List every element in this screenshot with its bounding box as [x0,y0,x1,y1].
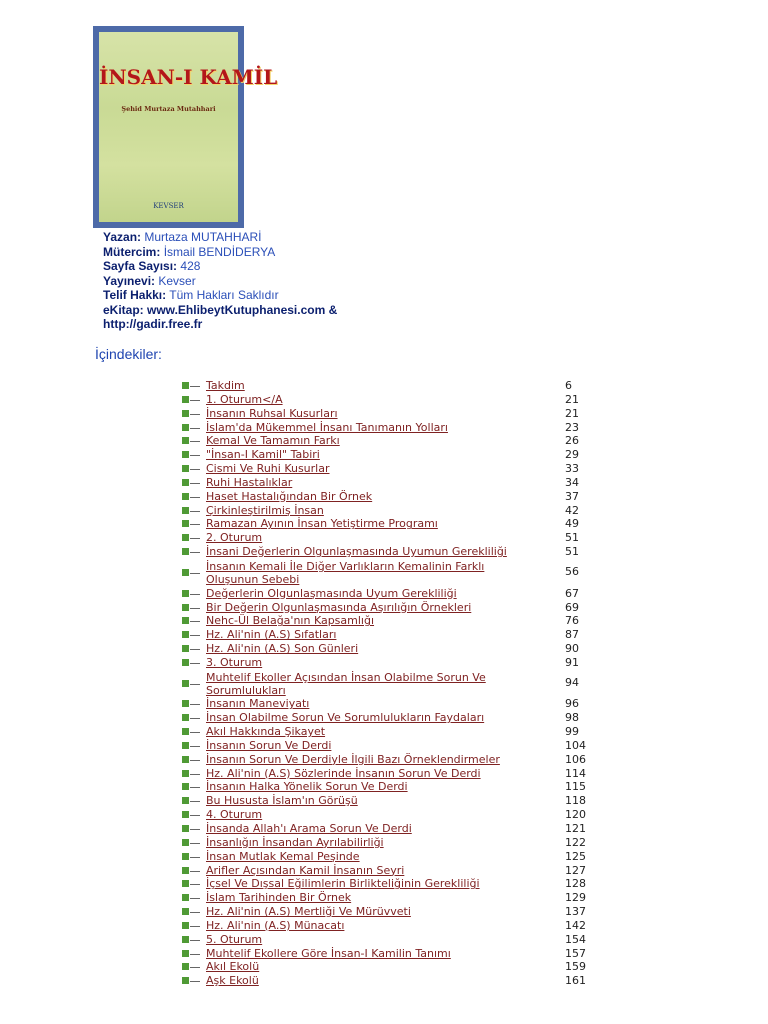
toc-row [180,711,600,725]
meta-label: Mütercim: [103,244,161,259]
bullet-icon [180,617,202,625]
toc-link[interactable]: 4. Oturum [206,808,263,822]
toc-link[interactable]: Değerlerin Olgunlaşmasında Uyum Gerekliliği [206,586,457,600]
toc-link[interactable]: Aşk Ekolü [206,974,259,988]
toc-link[interactable]: Bu Hususta İslam'ın Görüşü [206,794,358,808]
toc-page-number: 154 [565,932,586,946]
toc-row [180,545,600,559]
meta-value: 428 [180,259,201,273]
toc-link[interactable]: Takdim [206,379,245,392]
toc-row [180,836,600,850]
toc-page-number: 127 [565,863,586,877]
bullet-icon [180,396,202,404]
bullet-icon [180,963,202,971]
toc-row [180,434,600,448]
bullet-icon [180,604,202,612]
toc-row [180,864,600,878]
toc-link[interactable]: İslam Tarihinden Bir Örnek [206,891,352,905]
bullet-icon [180,853,202,861]
bullet-icon [180,977,202,985]
meta-label: Yazan: [103,230,142,244]
toc-row [180,462,600,476]
bullet-icon [180,382,202,390]
toc-page-number: 76 [565,614,579,628]
meta-page-count [103,259,337,274]
bullet-icon [180,742,202,750]
toc-page-number: 137 [565,905,586,919]
bullet-icon [180,645,202,653]
bullet-icon [180,700,202,708]
toc-page-number: 115 [565,780,586,794]
toc-page-number: 98 [565,711,579,725]
meta-label: Sayfa Sayısı: [103,259,178,273]
toc-link[interactable]: Hz. Ali'nin (A.S) Münacatı [206,918,345,932]
toc-page-number: 121 [565,822,586,835]
toc-link[interactable]: 2. Oturum [206,531,263,545]
bullet-icon [180,534,202,542]
bullet-icon [180,783,202,791]
toc-link[interactable]: Arifler Açısından Kamil İnsanın Seyri [206,863,405,877]
toc-row [180,753,600,767]
toc-page-number: 37 [565,489,579,503]
toc-row [180,628,600,642]
toc-row [180,767,600,781]
meta-publisher [103,274,337,289]
bullet-icon [180,659,202,667]
bullet-icon [180,867,202,875]
toc-row [180,531,600,545]
toc-page-number: 49 [565,517,579,531]
toc-link[interactable]: Ruhi Hastalıklar [206,475,293,489]
toc-link[interactable]: İnsanın Kemali İle Diğer Varlıkların Kemalinin Farklı Oluşunun Sebebi [206,559,485,586]
toc-page-number: 125 [565,849,586,863]
toc-link[interactable]: İnsanın Ruhsal Kusurları [206,406,338,420]
toc-row [180,379,600,393]
ekitap-link-site2[interactable]: http://gadir.free.fr [103,317,203,331]
toc-page-number: 21 [565,392,579,406]
toc-link[interactable]: Cismi Ve Ruhi Kusurlar [206,462,330,476]
toc-link[interactable]: Akıl Hakkında Şikayet [206,725,326,739]
bullet-icon [180,507,202,515]
toc-page-number: 157 [565,946,586,960]
toc-row [180,974,600,988]
toc-link[interactable]: Ramazan Ayının İnsan Yetiştirme Programı [206,517,438,531]
bullet-icon [180,756,202,764]
bullet-icon [180,825,202,833]
bullet-icon [180,728,202,736]
toc-page-number: 94 [565,675,579,689]
bullet-icon [180,631,202,639]
toc-page-number: 120 [565,808,586,822]
toc-row [180,919,600,933]
bullet-icon [180,894,202,902]
toc-link[interactable]: İnsan Mutlak Kemal Peşinde [206,849,360,863]
toc-row [180,670,600,698]
toc-page-number: 87 [565,628,579,642]
toc-page-number: 142 [565,918,586,932]
toc-page-number: 99 [565,725,579,739]
toc-page-number: 51 [565,545,579,559]
bullet-icon [180,520,202,528]
toc-page-number: 159 [565,960,586,974]
meta-value: Tüm Hakları Saklıdır [169,288,279,302]
toc-page-number: 104 [565,738,586,752]
toc-row [180,947,600,961]
toc-link[interactable]: Bir Değerin Olgunlaşmasında Aşırılığın Örnekleri [206,600,472,614]
meta-copyright [103,288,337,303]
bullet-icon [180,770,202,778]
toc-row [180,490,600,504]
toc-link[interactable]: İnsan Olabilme Sorun Ve Sorumlulukların Faydaları [206,711,485,725]
toc-page-number: 51 [565,531,579,545]
toc-link[interactable]: Hz. Ali'nin (A.S) Son Günleri [206,642,359,656]
toc-page-number: 161 [565,974,586,988]
bullet-icon [180,569,202,577]
table-of-contents [180,379,600,988]
bullet-icon [180,479,202,487]
meta-ekitap [103,303,337,318]
toc-row [180,905,600,919]
bullet-icon [180,493,202,501]
toc-page-number: 118 [565,794,586,808]
toc-row [180,587,600,601]
meta-label: Yayınevi: [103,273,156,288]
toc-link[interactable]: Hz. Ali'nin (A.S) Sıfatları [206,628,337,642]
meta-author [103,230,337,245]
toc-page-number: 122 [565,835,586,849]
toc-page-number: 128 [565,877,586,891]
bullet-icon [180,908,202,916]
toc-link[interactable]: 3. Oturum [206,655,263,669]
toc-row [180,559,600,587]
bullet-icon [180,797,202,805]
toc-row [180,407,600,421]
toc-row [180,601,600,615]
bullet-icon [180,936,202,944]
cover-author: Şehid Murtaza Mutahhari [121,105,216,113]
toc-link[interactable]: İnsanlığın İnsandan Ayrılabilirliği [206,835,384,849]
bullet-icon [180,590,202,598]
bullet-icon [180,437,202,445]
toc-page-number: 26 [565,434,579,448]
bullet-icon [180,548,202,556]
ampersand: & [328,302,338,317]
bullet-icon [180,950,202,958]
toc-row [180,960,600,974]
toc-link[interactable]: Nehc-Ül Belağa'nın Kapsamlığı [206,614,375,628]
toc-row [180,933,600,947]
toc-row [180,739,600,753]
toc-row [180,656,600,670]
toc-link[interactable]: İnsanın Maneviyatı [206,697,310,711]
toc-link[interactable]: İnsanın Sorun Ve Derdi [206,738,332,752]
toc-row [180,697,600,711]
toc-page-number: 96 [565,697,579,711]
toc-link[interactable]: Muhtelif Ekollere Göre İnsan-I Kamilin Tanımı [206,946,451,960]
toc-row [180,504,600,518]
toc-link[interactable]: Hz. Ali'nin (A.S) Mertliği Ve Mürüvveti [206,905,411,919]
toc-page-number: 67 [565,586,579,600]
toc-link[interactable]: 1. Oturum</A [206,392,283,406]
bullet-icon [180,465,202,473]
toc-row [180,642,600,656]
toc-link[interactable]: Kemal Ve Tamamın Farkı [206,434,340,448]
book-cover-artwork [99,32,278,222]
toc-row [180,725,600,739]
toc-page-number: 21 [565,406,579,420]
toc-link[interactable]: İnsanın Halka Yönelik Sorun Ve Derdi [206,780,408,794]
toc-link[interactable]: Muhtelif Ekoller Açısından İnsan Olabilme Sorun Ve Sorumlulukları [206,670,486,697]
meta-value: Murtaza MUTAHHARİ [144,230,262,244]
toc-row [180,780,600,794]
meta-ekitap-2 [103,317,337,332]
toc-row [180,877,600,891]
toc-row [180,448,600,462]
toc-row [180,850,600,864]
toc-row [180,421,600,435]
toc-link[interactable]: Hz. Ali'nin (A.S) Sözlerinde İnsanın Sorun Ve Derdi [206,766,481,780]
toc-link[interactable]: İnsanda Allah'ı Arama Sorun Ve Derdi [206,822,412,835]
bullet-icon [180,714,202,722]
toc-page-number: 69 [565,600,579,614]
ekitap-link-site1[interactable]: www.EhlibeytKutuphanesi.com [147,302,326,317]
toc-page-number: 23 [565,420,579,434]
toc-page-number: 56 [565,564,579,578]
meta-translator [103,245,337,260]
bullet-icon [180,410,202,418]
toc-row [180,794,600,808]
toc-row [180,393,600,407]
bullet-icon [180,922,202,930]
bullet-icon [180,880,202,888]
bullet-icon [180,811,202,819]
toc-row [180,517,600,531]
toc-page-number: 106 [565,752,586,766]
toc-link[interactable]: İnsanın Sorun Ve Derdiyle İlgili Bazı Örneklendirmeler [206,752,500,766]
toc-page-number: 6 [565,379,572,392]
toc-page-number: 90 [565,642,579,656]
toc-row [180,822,600,836]
toc-page-number: 114 [565,766,586,780]
toc-page-number: 29 [565,448,579,462]
toc-page-number: 42 [565,503,579,517]
toc-page-number: 33 [565,462,579,476]
bullet-icon [180,451,202,459]
book-metadata [103,230,337,332]
bullet-icon [180,680,202,688]
cover-publisher: KEVSER [153,202,184,210]
toc-row [180,614,600,628]
bullet-icon [180,839,202,847]
toc-link[interactable]: İçsel Ve Dışsal Eğilimlerin Birlikteliğinin Gerekliliği [206,877,480,891]
toc-link[interactable]: Haset Hastalığından Bir Örnek [206,489,373,503]
meta-label: Telif Hakkı: [103,288,167,302]
toc-link[interactable]: Çirkinleştirilmiş İnsan [206,503,324,517]
meta-value: İsmail BENDİDERYA [163,244,276,259]
toc-row [180,476,600,490]
toc-link[interactable]: İslam'da Mükemmel İnsanı Tanımanın Yolları [206,420,448,434]
toc-heading: İçindekiler: [95,346,162,362]
toc-link[interactable]: İnsani Değerlerin Olgunlaşmasında Uyumun Gerekliliği [206,545,507,559]
toc-link[interactable]: "İnsan-I Kamil" Tabiri [206,448,320,462]
toc-page-number: 129 [565,891,586,905]
meta-label: eKitap: [103,302,144,317]
meta-value: Kevser [158,273,196,288]
toc-page-number: 34 [565,475,579,489]
cover-title: İNSAN-I KAMİL [99,65,278,89]
bullet-icon [180,424,202,432]
toc-link[interactable]: Akıl Ekolü [206,960,260,974]
toc-page-number: 91 [565,655,579,669]
toc-row [180,891,600,905]
toc-row [180,808,600,822]
book-cover-image [93,26,278,228]
toc-link[interactable]: 5. Oturum [206,932,263,946]
